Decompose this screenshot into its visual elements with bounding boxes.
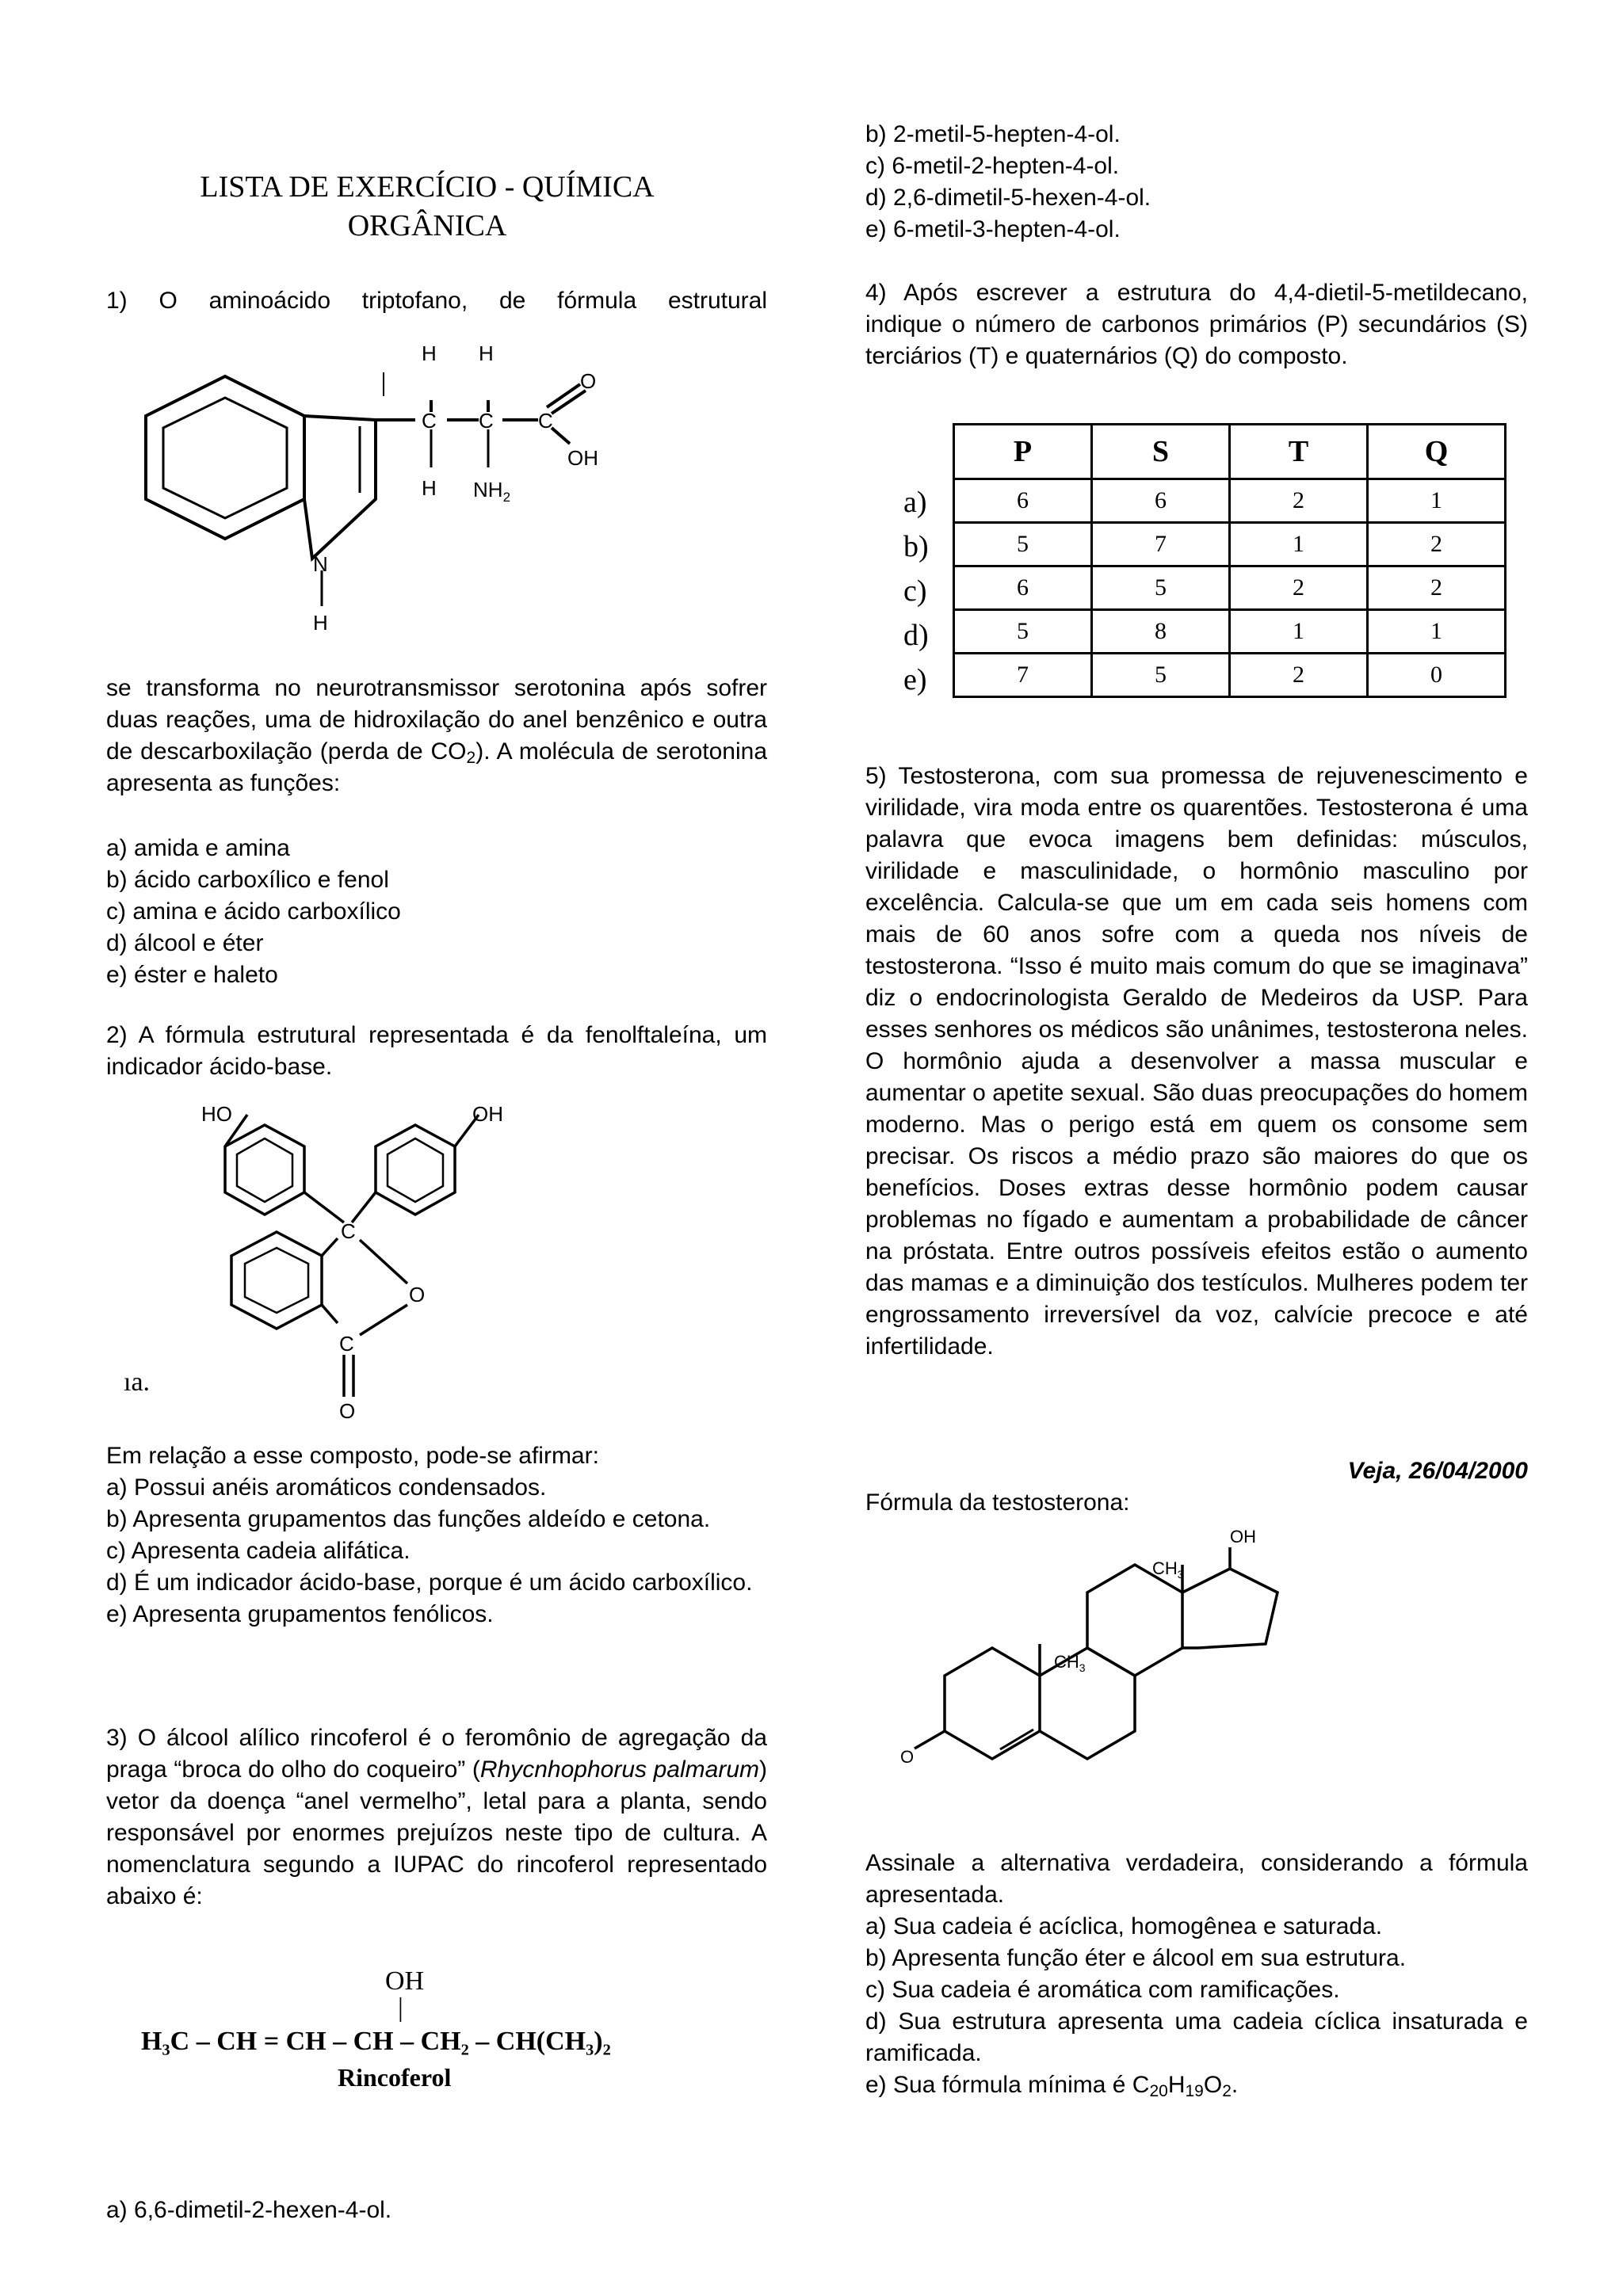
q3-option-c: c) 6-metil-2-hepten-4-ol. (865, 153, 1120, 179)
table-cell: 2 (1230, 566, 1368, 610)
phenolphthalein-label-o-ring: O (409, 1283, 426, 1306)
question-5-text: 5) Testosterona, com sua promessa de rejuvenescimento e virilidade, vira moda entre os quarentões. Testosterona é uma palavra que evoca imagens bem definidas: músculos, virilidade e masculinidade, o hormônio masculino por excelência. Calcula-se que um em cada seis homens com mais de 60 anos sofre com a queda nos níveis de testosterona. “Isso é muito mais comum do que se imaginava” diz o endocrinologista Geraldo de Medeiros da USP. Para esses senhores os médicos são unânimes, testosterona neles. O hormônio ajuda a desenvolver a massa muscular e aumentar o apetite sexual. São duas preocupações do homem moderno. Mas o perigo está em quem os consome sem precisar. Os riscos a médio prazo são maiores do que os benefícios. Doses extras desse hormônio podem causar problemas no fígado e aumentam a probabilidade de câncer na próstata. Entre outros possíveis efeitos estão o aumento das mamas e a diminuição dos testículos. Mulheres podem ter engrossamento irreversível da voz, calvície precoce e até infertilidade. (865, 763, 1528, 1360)
testosterone-label-o: O (900, 1747, 915, 1767)
tryptophan-label-h-n: H (313, 611, 328, 635)
tryptophan-label-n: N (313, 552, 328, 576)
testosterone-label-ch3-top: $CH_3$ (1152, 1558, 1184, 1581)
q2-option-b: b) Apresenta grupamentos das funções aldeído e cetona. (106, 1506, 711, 1532)
testosterone-caption: Fórmula da testosterona: (865, 1489, 1130, 1516)
table-row (954, 654, 1506, 697)
table-cell: 5 (1092, 566, 1230, 610)
tryptophan-structure (106, 341, 767, 642)
phenolphthalein-label-o-carbonyl: O (339, 1399, 356, 1423)
table-cell: 6 (954, 479, 1092, 523)
phenolphthalein-structure (106, 1097, 767, 1422)
table-row (954, 523, 1506, 566)
q1-option-e: e) éster e haleto (106, 962, 278, 988)
table-row (954, 479, 1506, 523)
row-label-a: a) (903, 486, 927, 519)
q5-option-b: b) Apresenta função éter e álcool em sua estrutura. (865, 1945, 1407, 1971)
rincoferol-name: Rincoferol (338, 2063, 452, 2092)
testosterone-label-ch3-mid: $CH_3$ (1054, 1652, 1086, 1674)
table-header-row (954, 425, 1506, 479)
title-line-2: ORGÂNICA (347, 209, 507, 242)
table-cell: 5 (954, 610, 1092, 654)
q5-option-e: e) Sua fórmula mínima é $C_{20}H_{19}O_2$. (865, 2072, 1239, 2100)
table-cell: 5 (954, 523, 1092, 566)
row-label-b: b) (903, 530, 929, 563)
question-2-body (106, 1440, 767, 1630)
question-4-text: 4) Após escrever a estrutura do 4,4-dietil-5-metildecano, indique o número de carbonos primários (P) secundários (S) terciários (T) e quaternários (Q) do composto. (865, 280, 1528, 369)
tryptophan-label-nh2: $NH_2$ (473, 478, 511, 505)
tryptophan-label-o: O (580, 369, 597, 393)
q5-option-a: a) Sua cadeia é acíclica, homogênea e saturada. (865, 1913, 1383, 1939)
table-cell: 1 (1230, 610, 1368, 654)
question-1-options (106, 833, 767, 991)
title-line-1: LISTA DE EXERCÍCIO - QUÍMICA (200, 170, 655, 204)
row-label-e: e) (903, 663, 927, 696)
q1-option-b: b) ácido carboxílico e fenol (106, 867, 389, 893)
table-cell: 2 (1230, 654, 1368, 697)
q5-stem: Assinale a alternativa verdadeira, considerando a fórmula apresentada. (865, 1850, 1528, 1908)
table-cell: 6 (954, 566, 1092, 610)
question-5-source: Veja, 26/04/2000 (1347, 1458, 1528, 1484)
question-3-options-right (865, 119, 1528, 246)
table-cell: 2 (1368, 566, 1506, 610)
phenolphthalein-label-oh: OH (472, 1102, 503, 1126)
question-2-intro: 2) A fórmula estrutural representada é da fenolftaleína, um indicador ácido-base. (106, 1022, 767, 1080)
q5-option-d: d) Sua estrutura apresenta uma cadeia cíclica insaturada e ramificada. (865, 2008, 1528, 2066)
header-s: S (1092, 425, 1230, 479)
table-cell: 2 (1230, 479, 1368, 523)
table-cell: 7 (954, 654, 1092, 697)
q3-species: Rhycnhophorus palmarum (479, 1756, 759, 1783)
header-t: T (1230, 425, 1368, 479)
q2-option-c: c) Apresenta cadeia alifática. (106, 1538, 411, 1564)
q5-option-c: c) Sua cadeia é aromática com ramificações. (865, 1977, 1340, 2003)
q2-option-a: a) Possui anéis aromáticos condensados. (106, 1474, 547, 1501)
carbon-count-table (953, 423, 1507, 698)
table-cell: 0 (1368, 654, 1506, 697)
q1-option-c: c) amina e ácido carboxílico (106, 898, 401, 925)
phenolphthalein-label-ho: HO (201, 1102, 232, 1126)
testosterone-label-oh: OH (1230, 1527, 1256, 1547)
q2-option-e: e) Apresenta grupamentos fenólicos. (106, 1601, 494, 1627)
tryptophan-label-c2: C (479, 409, 494, 433)
question-3-text: 3) O álcool alílico rincoferol é o feromônio de agregação da praga “broca do olho do coqueiro” (Rhycnhophorus palmarum) vetor da doença “anel vermelho”, letal para a planta, sendo responsável por enormes prejuízos neste tipo de cultura. A nomenclatura segundo a IUPAC do rincoferol representado abaixo é: (106, 1725, 767, 1909)
phenolphthalein-stray-text: ıa. (124, 1367, 151, 1397)
row-label-d: d) (903, 619, 929, 652)
table-cell: 5 (1092, 654, 1230, 697)
header-p: P (954, 425, 1092, 479)
carbon-count-table-area (865, 420, 1528, 705)
table-cell: 1 (1368, 479, 1506, 523)
phenolphthalein-label-c-carbonyl: C (339, 1332, 354, 1356)
table-cell: 7 (1092, 523, 1230, 566)
row-label-c: c) (903, 574, 927, 608)
rincoferol-chain: H₃C – CH = CH – CH – CH₂ – CH(CH₃)₂ (141, 2027, 611, 2056)
table-row (954, 610, 1506, 654)
question-1-intro: 1) O aminoácido triptofano, de fórmula estrutural (106, 288, 767, 314)
q3-option-a: a) 6,6-dimetil-2-hexen-4-ol. (106, 2197, 392, 2223)
table-cell: 6 (1092, 479, 1230, 523)
tryptophan-label-c3: C (538, 409, 553, 433)
rincoferol-bond: | (398, 1993, 403, 2023)
question-3-options-left (106, 2195, 767, 2226)
q2-stem: Em relação a esse composto, pode-se afirmar: (106, 1443, 599, 1469)
phenolphthalein-label-c-center: C (341, 1219, 356, 1243)
table-cell: 2 (1368, 523, 1506, 566)
q3-option-d: d) 2,6-dimetil-5-hexen-4-ol. (865, 185, 1151, 211)
rincoferol-oh: OH (385, 1966, 425, 1996)
q3-option-e: e) 6-metil-3-hepten-4-ol. (865, 216, 1121, 242)
page-title (97, 168, 758, 246)
tryptophan-label-h-top1: H (422, 341, 437, 365)
table-cell: 1 (1230, 523, 1368, 566)
rincoferol-formula (106, 1966, 767, 2109)
tryptophan-label-c1: C (422, 409, 437, 433)
tryptophan-label-h-bottom: H (422, 476, 437, 500)
testosterone-structure (865, 1525, 1528, 1850)
q2-option-d: d) É um indicador ácido-base, porque é um ácido carboxílico. (106, 1569, 753, 1596)
table-row (954, 566, 1506, 610)
q1-option-d: d) álcool e éter (106, 930, 264, 956)
header-q: Q (1368, 425, 1506, 479)
tryptophan-label-h-top2: H (479, 341, 494, 365)
q3-option-b: b) 2-metil-5-hepten-4-ol. (865, 121, 1121, 147)
tryptophan-label-oh: OH (567, 446, 598, 470)
question-1-text: se transforma no neurotransmissor serotonina após sofrer duas reações, uma de hidroxilação do anel benzênico e outra de descarboxilação (perda de $CO_2$). A molécula de serotonina apresenta as funções: (106, 675, 768, 796)
question-5-body (865, 1848, 1528, 2101)
table-cell: 1 (1368, 610, 1506, 654)
q1-option-a: a) amida e amina (106, 835, 290, 861)
table-cell: 8 (1092, 610, 1230, 654)
